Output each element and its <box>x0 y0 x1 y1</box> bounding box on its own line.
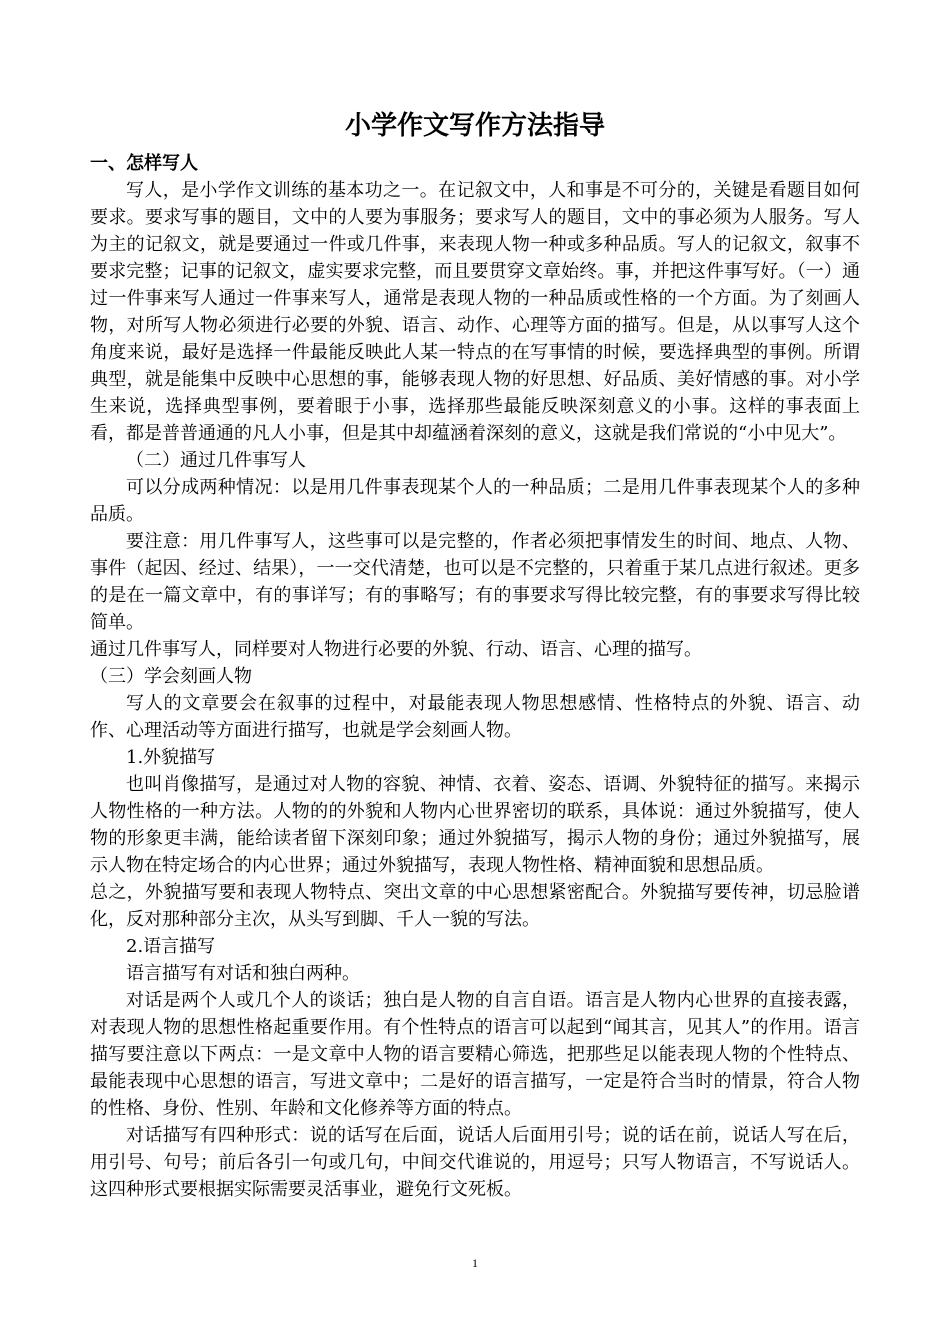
document-body <box>90 100 860 1203</box>
paragraph-intro: 写人，是小学作文训练的基本功之一。在记叙文中，人和事是不可分的，关键是看题目如何要求。要求写事的题目，文中的人要为事服务；要求写人的题目，文中的事必须为人服务。写人为主的记叙文，就是要通过一件或几件事，来表现人物一种或多种品质。写人的记叙文，叙事不要求完整；记事的记叙文，虚实要求完整，而且要贯穿文章始终。事，并把这件事写好。（一）通过一件事来写人通过一件事来写人，通常是表现人物的一种品质或性格的一个方面。为了刻画人物，对所写人物必须进行必要的外貌、语言、动作、心理等方面的描写。但是，从以事写人这个角度来说，最好是选择一件最能反映此人某一特点的在写事情的时候，要选择典型的事例。所谓典型，就是能集中反映中心思想的事，能够表现人物的好思想、好品质、美好情感的事。对小学生来说，选择典型事例，要着眼于小事，选择那些最能反映深刻意义的小事。这样的事表面上看，都是普普通通的凡人小事，但是其中却蕴涵着深刻的意义，这就是我们常说的“小中见大”。 <box>90 180 860 444</box>
paragraph-two-cases: 可以分成两种情况：以是用几件事表现某个人的一种品质；二是用几件事表现某个人的多种品质。 <box>90 477 860 525</box>
subheading-3: （三）学会刻画人物 <box>90 666 252 687</box>
subheading-2: （二）通过几件事写人 <box>126 450 306 471</box>
paragraph-note: 要注意：用几件事写人，这些事可以是完整的，作者必须把事情发生的时间、地点、人物、事件（起因、经过、结果），一一交代清楚，也可以是不完整的，只着重于某几点进行叙述。更多的是在一篇文章中，有的事详写；有的事略写；有的事要求写得比较完整，有的事要求写得比较简单。 <box>90 531 860 633</box>
paragraph-dialogue: 对话是两个人或几个人的谈话；独白是人物的自言自语。语言是人物内心世界的直接表露，对表现人物的思想性格起重要作用。有个性特点的语言可以起到“闻其言，见其人”的作用。语言描写要注意以下两点：一是文章中人物的语言要精心筛选，把那些足以能表现人物的个性特点、最能表现中心思想的语言，写进文章中；二是好的语言描写，一定是符合当时的情景，符合人物的性格、身份、性别、年龄和文化修养等方面的特点。 <box>90 990 860 1119</box>
paragraph-several-events: 通过几件事写人，同样要对人物进行必要的外貌、行动、语言、心理的描写。 <box>90 639 702 660</box>
paragraph-language-types: 语言描写有对话和独白两种。 <box>126 963 360 984</box>
subheading-language: 2.语言描写 <box>126 936 216 957</box>
document-title: 小学作文写作方法指导 <box>344 111 605 141</box>
subheading-appearance: 1.外貌描写 <box>126 747 216 768</box>
paragraph-appearance: 也叫肖像描写，是通过对人物的容貌、神情、衣着、姿态、语调、外貌特征的描写。来揭示人物性格的一种方法。人物的的外貌和人物内心世界密切的联系，具体说：通过外貌描写，使人物的形象更丰满，能给读者留下深刻印象；通过外貌描写，揭示人物的身份；通过外貌描写，展示人物在特定场合的内心世界；通过外貌描写，表现人物性格、精神面貌和思想品质。 <box>90 774 860 876</box>
page-number: 1 <box>472 1256 478 1270</box>
paragraph-dialogue-forms: 对话描写有四种形式：说的话写在后面，说话人后面用引号；说的话在前，说话人写在后，用引号、句号；前后各引一句或几句，中间交代谁说的，用逗号；只写人物语言，不写说话人。这四种形式要根据实际需要灵活事业，避免行文死板。 <box>90 1125 860 1200</box>
paragraph-summary: 总之，外貌描写要和表现人物特点、突出文章的中心思想紧密配合。外貌描写要传神，切忌脸谱化，反对那种部分主次，从头写到脚、千人一貌的写法。 <box>90 882 860 930</box>
section-heading: 一、怎样写人 <box>90 153 198 174</box>
paragraph-portray: 写人的文章要会在叙事的过程中，对最能表现人物思想感情、性格特点的外貌、语言、动作、心理活动等方面进行描写，也就是学会刻画人物。 <box>90 693 860 741</box>
